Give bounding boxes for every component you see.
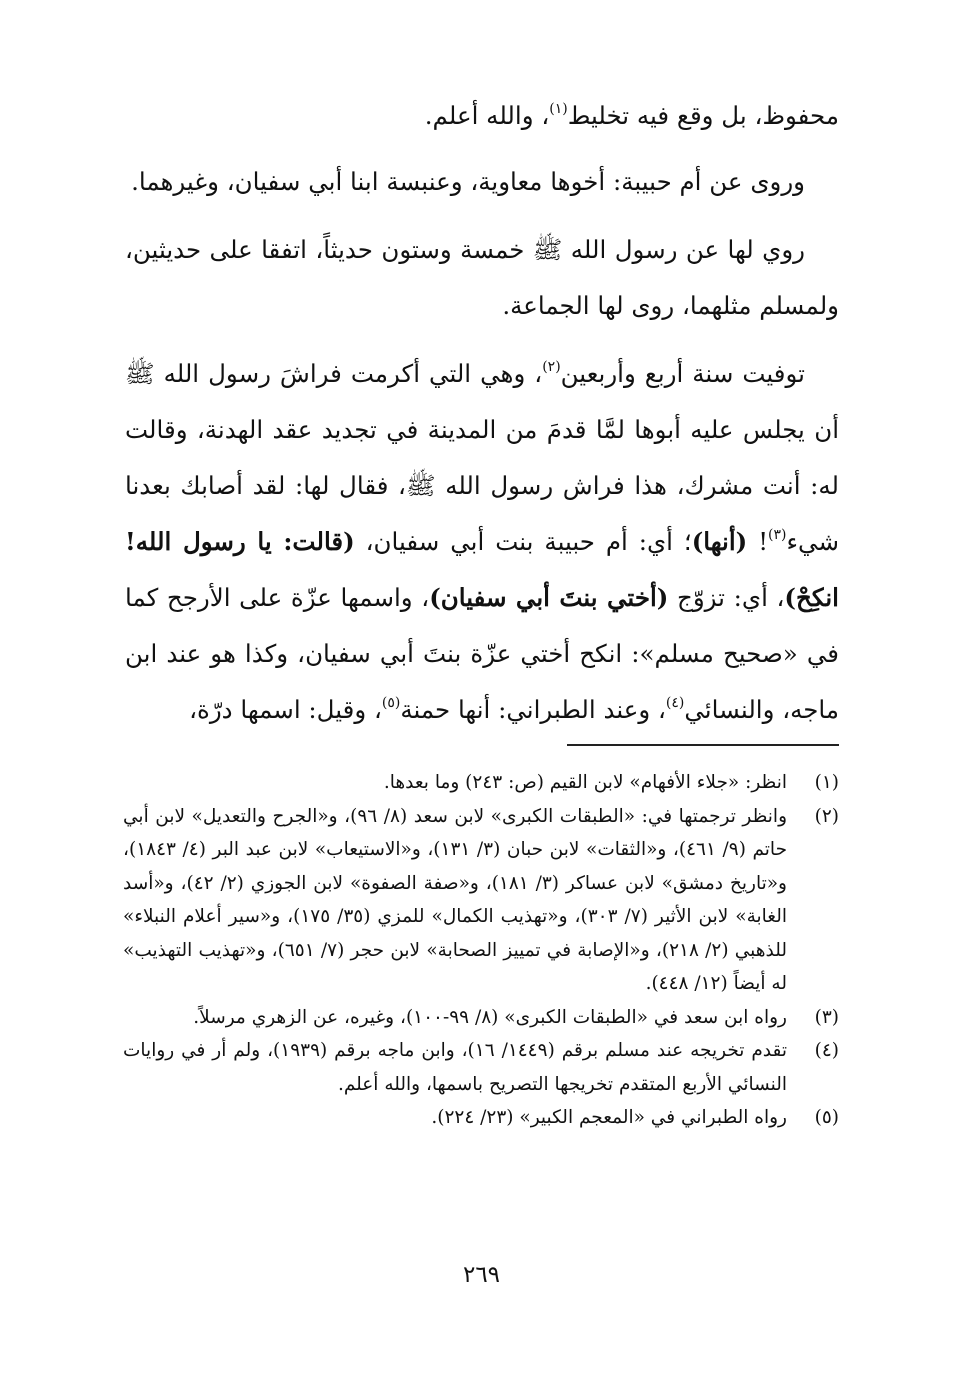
footnote-text: انظر: «جلاء الأفهام» لابن القيم (ص: ٢٤٣) وما بعدها. bbox=[383, 772, 787, 793]
paragraph-4-text-5: ، أي: تزوّج bbox=[668, 583, 785, 612]
paragraph-1-text: محفوظ، بل وقع فيه تخليط bbox=[567, 101, 839, 130]
paragraph-4-text-7: ، وعند الطبراني: أنها حمنة bbox=[400, 695, 666, 724]
footnote-number: (٥) bbox=[814, 1107, 839, 1128]
footnote-ref-2: (٢) bbox=[542, 359, 561, 375]
paragraph-1 bbox=[125, 88, 839, 144]
footnote-number: (١) bbox=[814, 772, 839, 793]
footnote-3 bbox=[123, 1001, 839, 1035]
footnote-5 bbox=[123, 1101, 839, 1135]
paragraph-4-text-3: ! bbox=[747, 527, 769, 556]
bold-phrase-qalat: (قالت: يا رسول الله! انكِحْ) bbox=[125, 527, 839, 612]
paragraph-4-text-6: ، واسمها عزّة على الأرجح كما في «صحيح مسلم»: انكح أختي عزّة بنتَ أبي سفيان، وكذا هو عند ابن ماجه، والنسائي bbox=[125, 583, 839, 724]
footnote-number: (٤) bbox=[814, 1040, 839, 1061]
main-text bbox=[125, 88, 839, 738]
bold-phrase-anha: (أنها) bbox=[691, 527, 748, 556]
footnote-text: تقدم تخريجه عند مسلم برقم (١٤٤٩/ ١٦)، وابن ماجه برقم (١٩٣٩)، ولم أر في روايات النسائي الأربع المتقدم تخريجها التصريح باسمها، والله أعلم. bbox=[123, 1040, 788, 1095]
footnote-divider bbox=[567, 744, 839, 746]
footnote-ref-3: (٣) bbox=[768, 527, 787, 543]
paragraph-1-text-end: ، والله أعلم. bbox=[424, 101, 550, 130]
paragraph-4-text-4: ؛ أي: أم حبيبة بنت أبي سفيان، bbox=[354, 527, 692, 556]
footnote-1 bbox=[123, 766, 839, 800]
bold-phrase-ukhti: (أختي بنتَ أبي سفيان) bbox=[429, 583, 669, 612]
paragraph-4-text-2: ، وهي التي أكرمت فراشَ رسول الله ﷺ أن يجلس عليه أبوها لمَّا قدمَ من المدينة في تجديد عقد الهدنة، وقالت له: أنت مشرك، هذا فراش رسول الله ﷺ، فقال لها: لقد أصابك بعدنا شيء bbox=[125, 359, 839, 556]
footnote-text: رواه ابن سعد في «الطبقات الكبرى» (٨/ ٩٩-١٠٠)، وغيره، عن الزهري مرسلاً. bbox=[193, 1006, 787, 1028]
page-number: ٢٦٩ bbox=[462, 1262, 501, 1288]
footnote-text: وانظر ترجمتها في: «الطبقات الكبرى» لابن سعد (٨/ ٩٦)، و«الجرح والتعديل» لابن أبي حاتم (٩/ ٤٦١)، و«الثقات» لابن حبان (٣/ ١٣١)، و«الاستيعاب» لابن عبد البر (٤/ ١٨٤٣)، و«تاريخ دمشق» لابن عساكر (٣/ ١٨١)، و«صفة الصفوة» لابن الجوزي (٢/ ٤٢)، و«أسد الغابة» لابن الأثير (٧/ ٣٠٣)، و«تهذيب الكمال» للمزي (٣٥/ ١٧٥)، و«سير أعلام النبلاء» للذهبي (٢/ ٢١٨)، و«الإصابة في تمييز الصحابة» لابن حجر (٧/ ٦٥١)، و«تهذيب التهذيب» له أيضاً (١٢/ ٤٤٨). bbox=[123, 805, 788, 994]
footnote-number: (٢) bbox=[814, 805, 839, 827]
paragraph-4-text-1: توفيت سنة أربع وأربعين bbox=[560, 359, 805, 388]
footnote-ref-1: (١) bbox=[549, 101, 568, 117]
footnote-text: رواه الطبراني في «المعجم الكبير» (٢٣/ ٢٢٤). bbox=[431, 1107, 787, 1128]
footnote-ref-4: (٤) bbox=[665, 695, 685, 711]
paragraph-4 bbox=[125, 346, 839, 738]
footnote-number: (٣) bbox=[814, 1006, 839, 1028]
footnotes bbox=[123, 766, 839, 1135]
footnote-4 bbox=[123, 1034, 839, 1101]
footnote-ref-5: (٥) bbox=[381, 695, 401, 711]
paragraph-2-text: وروى عن أم حبيبة: أخوها معاوية، وعنبسة ابنا أبي سفيان، وغيرهما. bbox=[131, 167, 805, 196]
paragraph-2 bbox=[125, 154, 839, 210]
paragraph-3-text: روي لها عن رسول الله ﷺ خمسة وستون حديثاً، اتفقا على حديثين، ولمسلم مثلهما، روى لها الجماعة. bbox=[125, 235, 839, 320]
paragraph-3 bbox=[125, 222, 839, 334]
paragraph-4-text-8: ، وقيل: اسمها درّة، bbox=[189, 695, 382, 724]
footnote-2 bbox=[123, 800, 839, 1001]
